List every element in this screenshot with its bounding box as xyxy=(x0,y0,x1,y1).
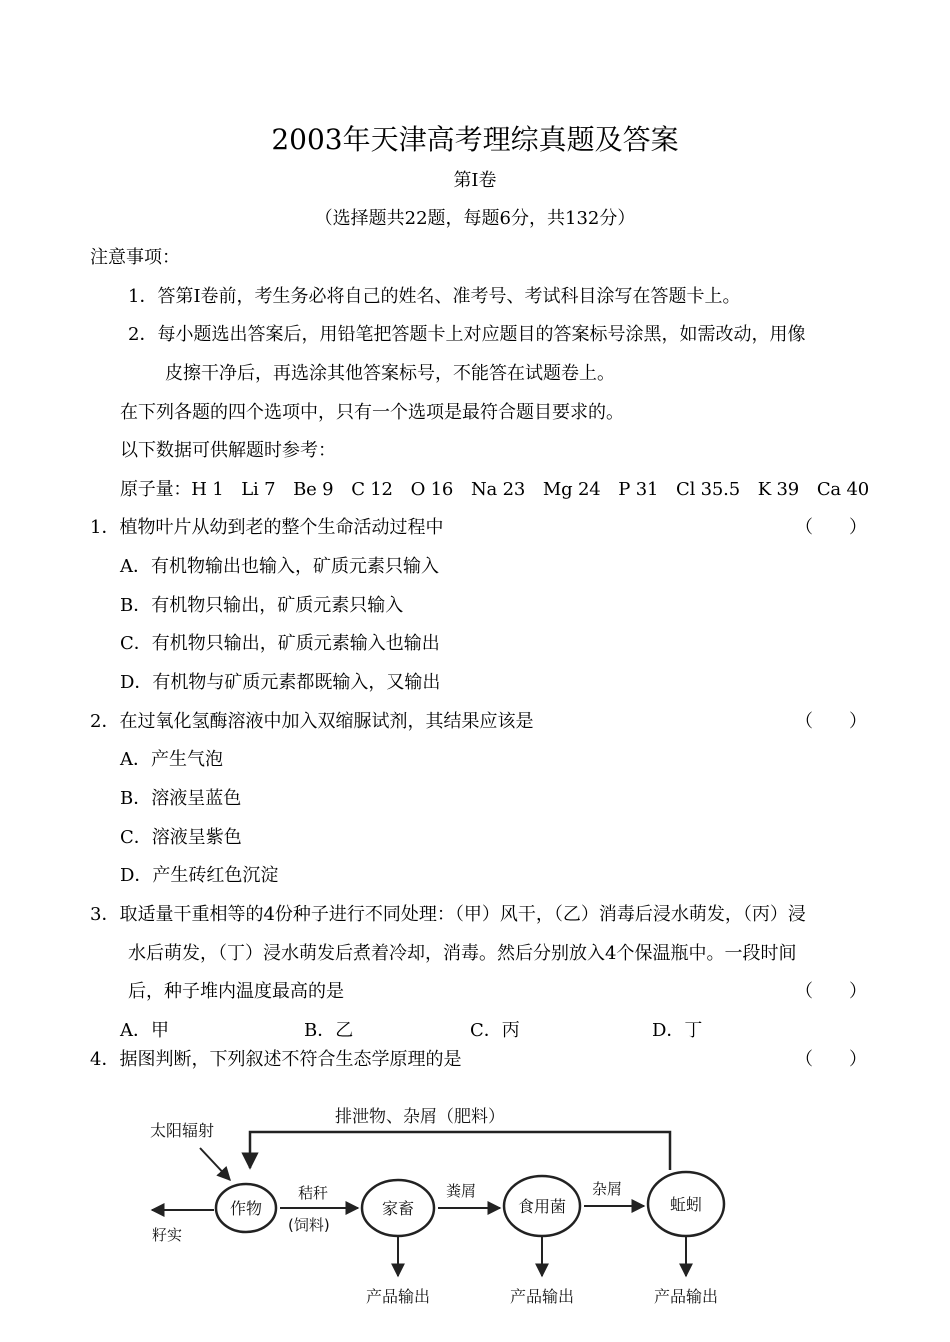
instruction: 在下列各题的四个选项中，只有一个选项是最符合题目要求的。 xyxy=(120,402,624,423)
node-crop-label: 作物 xyxy=(229,1199,263,1218)
question-1-option-a: A．有机物输出也输入，矿质元素只输入 xyxy=(120,556,439,577)
notice-item-1: 1．答第Ⅰ卷前，考生务必将自己的姓名、准考号、考试科目涂写在答题卡上。 xyxy=(128,286,741,307)
question-2-option-b: B．溶液呈蓝色 xyxy=(120,788,242,809)
edge-feed-label: (饲料) xyxy=(288,1216,330,1234)
sun-label: 太阳辐射 xyxy=(150,1121,215,1140)
notice-item-2: 2．每小题选出答案后，用铅笔把答题卡上对应题目的答案标号涂黑，如需改动，用像 xyxy=(128,324,806,345)
answer-bracket: （ ） xyxy=(795,1049,867,1070)
question-3-option-a: A．甲 xyxy=(120,1020,169,1041)
answer-bracket: （ ） xyxy=(795,517,867,538)
scope-note: （选择题共22题，每题6分，共132分） xyxy=(314,208,636,229)
notice-item-2-cont: 皮擦干净后，再选涂其他答案标号，不能答在试题卷上。 xyxy=(165,363,615,384)
feedback-arrow xyxy=(250,1132,670,1170)
question-3-stem-line-1: 3．取适量干重相等的4份种子进行不同处理：（甲）风干，（乙）消毒后浸水萌发，（丙）浸 xyxy=(90,904,806,925)
node-livestock-label: 家畜 xyxy=(381,1199,415,1218)
question-1-option-b: B．有机物只输出，矿质元素只输入 xyxy=(120,595,404,616)
question-1-option-d: D．有机物与矿质元素都既输入，又输出 xyxy=(120,672,441,693)
notice-heading: 注意事项： xyxy=(90,247,180,268)
question-3-option-d: D．丁 xyxy=(652,1020,703,1041)
ecosystem-diagram xyxy=(140,1090,780,1320)
question-2-stem: 2．在过氧化氢酶溶液中加入双缩脲试剂，其结果应该是 xyxy=(90,711,534,732)
answer-bracket: （ ） xyxy=(795,711,867,732)
question-4-stem: 4．据图判断，下列叙述不符合生态学原理的是 xyxy=(90,1049,462,1070)
page-title: 2003年天津高考理综真题及答案 xyxy=(271,123,679,156)
node-fungus-label: 食用菌 xyxy=(517,1197,567,1216)
output-label-fungus: 产品输出 xyxy=(509,1287,575,1306)
question-1-option-c: C．有机物只输出，矿质元素输入也输出 xyxy=(120,633,440,654)
output-label-earthworm: 产品输出 xyxy=(653,1287,719,1306)
edge-manure-label: 粪屑 xyxy=(446,1182,477,1200)
sun-arrow xyxy=(200,1148,230,1180)
question-3-option-c: C．丙 xyxy=(470,1020,520,1041)
node-earthworm-label: 蚯蚓 xyxy=(669,1195,703,1214)
question-3-option-b: B．乙 xyxy=(304,1020,354,1041)
output-label-livestock: 产品输出 xyxy=(365,1287,431,1306)
edge-straw-label: 秸秆 xyxy=(298,1184,329,1202)
question-2-option-d: D．产生砖红色沉淀 xyxy=(120,865,279,886)
question-1-stem: 1．植物叶片从幼到老的整个生命活动过程中 xyxy=(90,517,444,538)
feedback-label: 排泄物、杂屑（肥料） xyxy=(335,1107,505,1127)
edge-debris-label: 杂屑 xyxy=(592,1180,623,1198)
question-3-stem-line-2: 水后萌发，（丁）浸水萌发后煮着冷却，消毒。然后分别放入4个保温瓶中。一段时间 xyxy=(128,943,797,964)
question-2-option-c: C．溶液呈紫色 xyxy=(120,827,242,848)
answer-bracket: （ ） xyxy=(795,981,867,1002)
volume-label: 第Ⅰ卷 xyxy=(453,170,497,191)
grain-label: 籽实 xyxy=(152,1226,183,1244)
question-2-option-a: A．产生气泡 xyxy=(120,749,223,770)
atomic-mass-list: 原子量：H 1 Li 7 Be 9 C 12 O 16 Na 23 Mg 24 P 31 Cl 35.5 K 39 Ca 40 xyxy=(120,479,869,500)
question-3-stem-line-3: 后，种子堆内温度最高的是 xyxy=(128,981,344,1002)
data-reference: 以下数据可供解题时参考： xyxy=(120,440,336,461)
